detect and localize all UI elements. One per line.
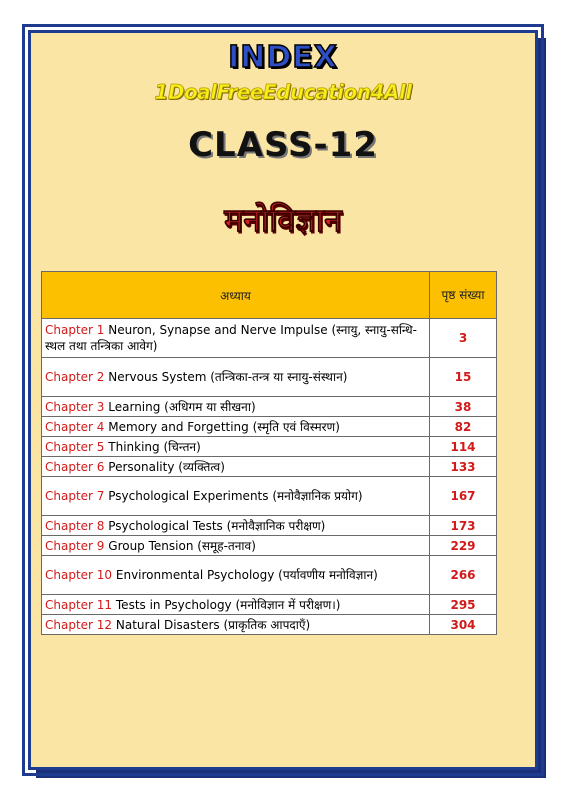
table-row: [42, 358, 497, 397]
chapter-number: Chapter 11: [45, 597, 113, 612]
chapter-number: Chapter 2: [45, 370, 105, 384]
page-number: 3: [430, 319, 497, 358]
chapter-cell: [42, 417, 430, 437]
chapter-title: Tests in Psychology (मनोविज्ञान में परीक्षण।): [115, 597, 341, 612]
table-row: [42, 615, 497, 635]
column-header-page: पृष्ठ संख्या: [430, 272, 497, 319]
page-number: 133: [430, 457, 497, 477]
chapter-cell: [42, 397, 430, 417]
page-number: 38: [430, 397, 497, 417]
page-number: 114: [430, 437, 497, 457]
chapter-number: Chapter 4: [45, 419, 105, 434]
table-row: [42, 536, 497, 556]
page-number: 229: [430, 536, 497, 556]
chapter-title: Learning (अधिगम या सीखना): [108, 399, 256, 414]
page-number: 15: [430, 358, 497, 397]
page-number: 173: [430, 516, 497, 536]
chapter-cell: [42, 536, 430, 556]
chapter-number: Chapter 3: [45, 399, 105, 414]
chapter-number: Chapter 9: [45, 538, 105, 553]
page-number: 167: [430, 477, 497, 516]
chapter-cell: [42, 595, 430, 615]
column-header-chapter: अध्याय: [42, 272, 430, 319]
table-row: [42, 516, 497, 536]
chapter-title: Personality (व्यक्तित्व): [108, 459, 225, 474]
subject-title: मनोविज्ञान: [224, 201, 342, 239]
chapter-cell: [42, 615, 430, 635]
chapter-title: Thinking (चिन्तन): [108, 439, 201, 454]
table-row: [42, 477, 497, 516]
page-number: 295: [430, 595, 497, 615]
chapter-title: Natural Disasters (प्राकृतिक आपदाएँ): [115, 617, 311, 632]
table-row: [42, 417, 497, 437]
chapter-title: Neuron, Synapse and Nerve Impulse (स्नायु, स्नायु-सन्धि-स्थल तथा तन्त्रिका आवेग): [45, 323, 417, 353]
page-number: 82: [430, 417, 497, 437]
table-row: [42, 397, 497, 417]
chapter-number: Chapter 7: [45, 489, 105, 503]
page-number: 266: [430, 556, 497, 595]
chapter-cell: [42, 358, 430, 397]
brand-line: 1DoalFreeEducation4All: [154, 80, 412, 104]
chapter-title: Group Tension (समूह-तनाव): [108, 538, 256, 553]
chapter-cell: [42, 556, 430, 595]
table-row: [42, 319, 497, 358]
chapter-number: Chapter 6: [45, 459, 105, 474]
table-row: [42, 556, 497, 595]
class-title: CLASS-12: [188, 125, 378, 165]
table-header-row: [42, 272, 497, 319]
index-table: [41, 271, 497, 635]
chapter-number: Chapter 5: [45, 439, 105, 454]
chapter-number: Chapter 10: [45, 568, 113, 582]
chapter-number: Chapter 1: [45, 323, 105, 337]
chapter-cell: [42, 477, 430, 516]
chapter-title: Environmental Psychology (पर्यावणीय मनोविज्ञान): [115, 568, 378, 582]
index-title: INDEX: [228, 40, 338, 75]
chapter-title: Nervous System (तन्त्रिका-तन्त्र या स्नायु-संस्थान): [108, 370, 348, 384]
chapter-title: Memory and Forgetting (स्मृति एवं विस्मरण): [108, 419, 340, 434]
table-row: [42, 457, 497, 477]
chapter-cell: [42, 457, 430, 477]
chapter-cell: [42, 516, 430, 536]
chapter-cell: [42, 437, 430, 457]
chapter-title: Psychological Experiments (मनोवैज्ञानिक प्रयोग): [108, 489, 363, 503]
chapter-cell: [42, 319, 430, 358]
table-row: [42, 437, 497, 457]
chapter-number: Chapter 8: [45, 518, 105, 533]
chapter-number: Chapter 12: [45, 617, 113, 632]
chapter-title: Psychological Tests (मनोवैज्ञानिक परीक्षण): [108, 518, 326, 533]
table-row: [42, 595, 497, 615]
page-number: 304: [430, 615, 497, 635]
